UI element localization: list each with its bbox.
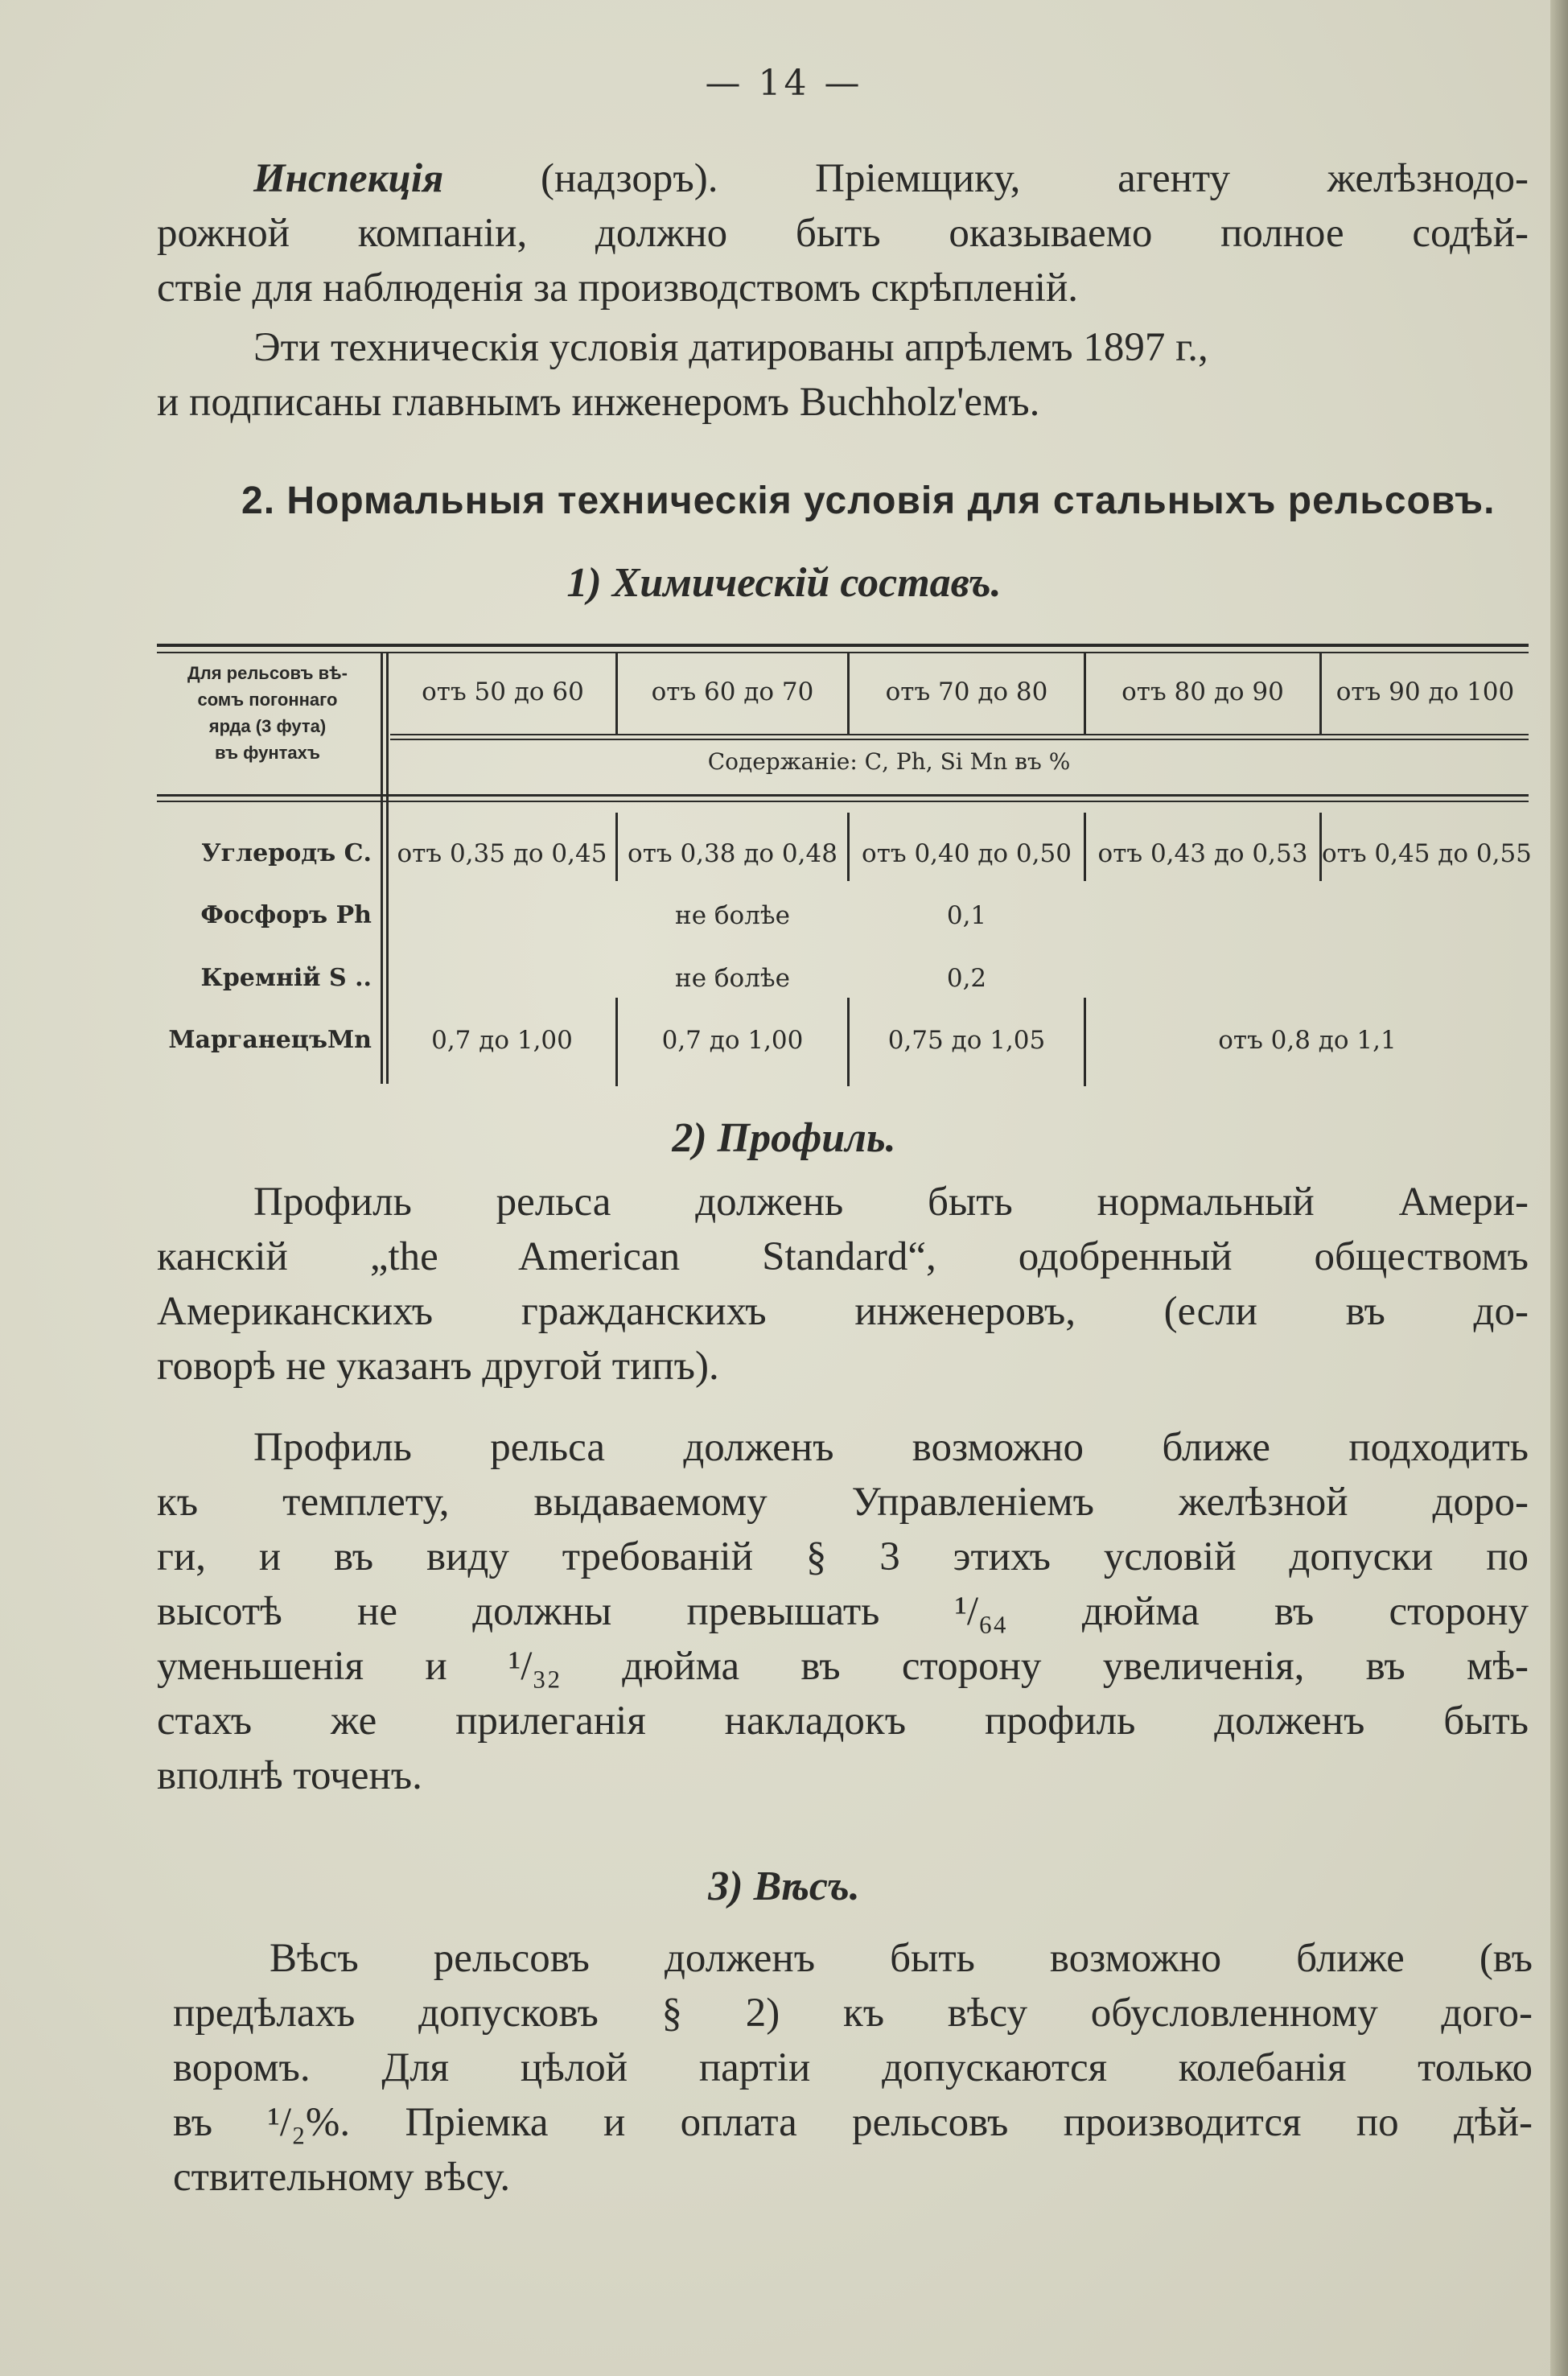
subheading-weight: 3) Вѣсъ.	[708, 1863, 860, 1909]
row-label-phosphorus: Фосфоръ Ph	[200, 901, 372, 929]
profile2-line-7: вполнѣ точенъ.	[157, 1753, 422, 1798]
profile2-line-3: ги, и въ виду требованій § 3 этихъ условій допуски по	[157, 1534, 1529, 1579]
intro-line-3: ствіе для наблюденія за производствомъ скрѣпленій.	[157, 266, 1079, 311]
col-header-2: отъ 60 до 70	[651, 677, 814, 706]
carbon-cell-3: отъ 0,40 до 0,50	[862, 839, 1072, 868]
mn-cell-1: 0,7 до 1,00	[431, 1026, 573, 1055]
table-top-rule-2	[157, 652, 1529, 653]
table-header-rule-2	[157, 801, 1529, 802]
col-header-3: отъ 70 до 80	[885, 677, 1048, 706]
carbon-cell-1: отъ 0,35 до 0,45	[397, 839, 607, 868]
profile-paragraph-2	[157, 1420, 1529, 1803]
section-title: 2. Нормальныя техническія условія для стальныхъ рельсовъ.	[241, 480, 1496, 522]
content-header: Содержаніе: С, Ph, Si Mn въ %	[707, 748, 1071, 775]
weight-line-4: въ ¹/₂%. Пріемка и оплата рельсовъ производится по дѣй-	[173, 2100, 1533, 2145]
intro-paragraph	[157, 151, 1529, 430]
table-header-rule	[157, 794, 1529, 797]
subheading-chemical: 1) Химическій составъ.	[566, 560, 1002, 606]
mn-cell-2: 0,7 до 1,00	[661, 1026, 804, 1055]
weight-paragraph	[173, 1931, 1533, 2205]
profile2-line-4: высотѣ не должны превышать ¹/₆₄ дюйма въ сторону	[157, 1589, 1529, 1634]
silicon-value: 0,2	[946, 964, 987, 993]
col-header-4: отъ 80 до 90	[1121, 677, 1284, 706]
profile2-line-5: уменьшенія и ¹/₃₂ дюйма въ сторону увеличенія, въ мѣ-	[157, 1644, 1529, 1689]
carbon-cell-2: отъ 0,38 до 0,48	[628, 839, 838, 868]
intro-line-5: и подписаны главнымъ инженеромъ Buchholz'емъ.	[157, 380, 1040, 425]
intro-line-2: рожной компаніи, должно быть оказываемо полное содѣй-	[157, 211, 1529, 256]
phosphorus-text: не болѣе	[675, 901, 790, 930]
profile1-line-3: Американскихъ гражданскихъ инженеровъ, (если въ до-	[157, 1289, 1529, 1334]
table-vline-main-2	[386, 653, 389, 1084]
table-col-rule-2	[390, 739, 1529, 740]
profile1-line-1: Профиль рельса должень быть нормальный Амери-	[253, 1180, 1529, 1225]
row-label-carbon: Углеродъ С.	[201, 839, 372, 867]
profile2-line-2: къ темплету, выдаваемому Управленіемъ желѣзной доро-	[157, 1480, 1529, 1525]
col-header-1: отъ 50 до 60	[422, 677, 584, 706]
profile1-line-2: канскій „the American Standard“, одобренный обществомъ	[157, 1234, 1529, 1279]
mn-cell-4: отъ 0,8 до 1,1	[1218, 1026, 1397, 1055]
inspection-term: Инспекція	[253, 156, 444, 201]
row-label-silicon: Кремній S ..	[200, 964, 372, 992]
weight-line-5: ствительному вѣсу.	[173, 2155, 511, 2200]
row-label-manganese: МарганецъMn	[168, 1026, 372, 1054]
intro-line-1: Инспекція (надзоръ). Пріемщику, агенту желѣзнодо-	[253, 156, 1529, 201]
intro-line-4: Эти техническія условія датированы апрѣлемъ 1897 г.,	[253, 325, 1208, 370]
profile1-line-4: говорѣ не указанъ другой типъ).	[157, 1344, 719, 1389]
profile-paragraph-1	[157, 1175, 1529, 1394]
profile2-line-1: Профиль рельса долженъ возможно ближе подходить	[253, 1425, 1529, 1470]
col-header-5: отъ 90 до 100	[1335, 677, 1515, 706]
subheading-profile: 2) Профиль.	[672, 1115, 896, 1161]
phosphorus-value: 0,1	[946, 901, 987, 930]
table-vline-main	[381, 653, 383, 1084]
page-number: — 14 —	[705, 63, 863, 104]
table-top-rule	[157, 644, 1529, 647]
silicon-text: не болѣе	[675, 964, 790, 993]
weight-line-2: предѣлахъ допусковъ § 2) къ вѣсу обусловленному дого-	[173, 1991, 1533, 2036]
table-header-left: Для рельсовъ вѣ- сомъ погоннаго ярда (3 фута) въ фунтахъ	[187, 663, 348, 763]
carbon-cell-5: отъ 0,45 до 0,55	[1322, 839, 1532, 868]
chemical-table	[157, 644, 1532, 1090]
table-col-rule	[390, 734, 1529, 735]
mn-cell-3: 0,75 до 1,05	[887, 1026, 1046, 1055]
profile2-line-6: стахъ же прилеганія накладокъ профиль долженъ быть	[157, 1699, 1529, 1744]
weight-line-3: воромъ. Для цѣлой партіи допускаются колебанія только	[173, 2045, 1533, 2090]
weight-line-1: Вѣсъ рельсовъ долженъ быть возможно ближе (въ	[270, 1936, 1533, 1981]
page-edge	[1550, 0, 1568, 2376]
carbon-cell-4: отъ 0,43 до 0,53	[1097, 839, 1308, 868]
